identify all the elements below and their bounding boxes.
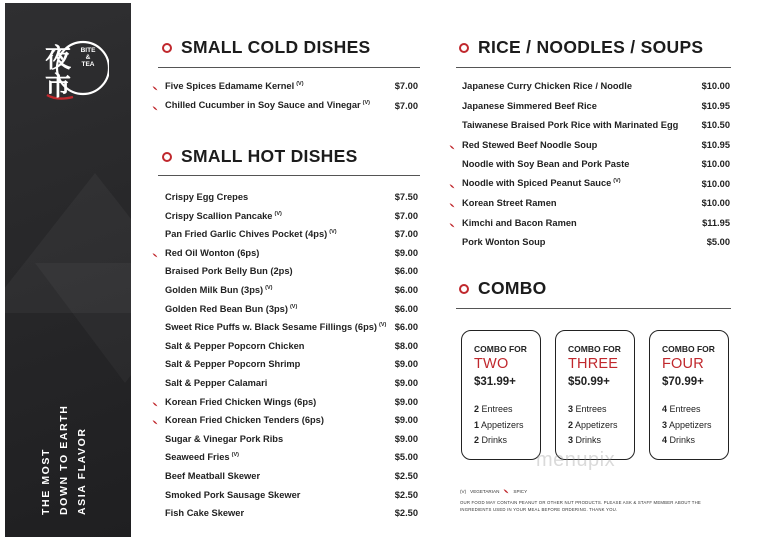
bullet-ring-icon — [459, 284, 469, 294]
section-header-rice-noodles — [459, 37, 703, 58]
menu-item-price: $7.00 — [394, 81, 418, 91]
menu-item-name: Kimchi and Bacon Ramen — [462, 217, 577, 228]
brand-tagline: THE MOST DOWN TO EARTH ASIA FLAVOR — [40, 404, 88, 515]
menu-item-price: $2.50 — [394, 489, 418, 500]
menu-item-price: $9.00 — [394, 247, 418, 258]
menu-item-price: $10.95 — [701, 100, 730, 111]
menu-item-price: $6.00 — [394, 285, 418, 295]
menu-item-price: $9.00 — [394, 378, 418, 388]
menu-item-name: Korean Street Ramen — [462, 198, 557, 208]
menu-item-name: Braised Pork Belly Bun (2ps) — [165, 266, 293, 277]
menu-item — [152, 396, 418, 408]
menu-item — [152, 489, 418, 501]
menu-item-name: Golden Red Bean Bun (3ps) $^{(V)}$ — [165, 303, 298, 314]
vegetarian-tag: (V) — [289, 303, 298, 310]
combo-for-label: COMBO FOR — [474, 344, 527, 354]
section-header-small-cold — [162, 37, 371, 58]
menu-item-price: $2.50 — [394, 471, 418, 481]
menu-item — [152, 80, 418, 92]
combo-price: $31.99+ — [474, 376, 516, 388]
combo-count: TWO — [474, 356, 509, 372]
combo-line: 2 Entrees — [474, 404, 513, 414]
menu-item-price: $10.50 — [701, 120, 730, 130]
watermark: menupix — [536, 449, 616, 471]
divider — [456, 308, 731, 309]
menu-item-price: $6.00 — [394, 266, 418, 277]
menu-item-name: Beef Meatball Skewer — [165, 471, 261, 481]
combo-for-label: COMBO FOR — [662, 344, 715, 354]
vegetarian-tag: (V) — [362, 100, 370, 107]
combo-line: 2 Drinks — [474, 435, 508, 445]
menu-item — [152, 451, 418, 463]
menu-item-name: Pan Fried Garlic Chives Pocket (4ps) $^{(V)}$ — [165, 229, 337, 240]
menu-item-price: $10.00 — [701, 198, 730, 208]
menu-item-price: $10.95 — [701, 139, 730, 150]
chili-icon — [152, 103, 158, 109]
menu-item-name: Korean Fried Chicken Wings (6ps) — [165, 396, 317, 407]
menu-item-price: $6.00 — [394, 303, 418, 314]
menu-item-name: Crispy Egg Crepes — [165, 192, 249, 202]
menu-item-price: $5.00 — [394, 452, 418, 463]
menu-item — [152, 247, 418, 259]
chili-icon — [152, 417, 158, 423]
bullet-ring-icon — [162, 43, 172, 53]
vegetarian-tag: (V) — [329, 229, 337, 236]
brand-logo — [43, 35, 109, 105]
menu-item-name: Smoked Pork Sausage Skewer — [165, 489, 301, 500]
vegetarian-tag: (V) — [379, 322, 387, 329]
combo-box — [555, 330, 635, 460]
menu-item — [152, 358, 418, 370]
combo-count: FOUR — [662, 356, 704, 372]
menu-item-price: $10.00 — [701, 159, 730, 169]
chili-icon — [449, 142, 455, 148]
menu-item-price: $7.00 — [394, 229, 418, 240]
menu-item-price: $9.00 — [394, 433, 418, 444]
section-title: COMBO — [478, 278, 547, 298]
menu-item — [152, 191, 418, 203]
menu-item — [152, 210, 418, 222]
section-header-combo — [459, 278, 547, 299]
legend-spicy-label: SPICY — [513, 488, 528, 494]
menu-item-name: Red Stewed Beef Noodle Soup — [462, 139, 598, 150]
menu-item-price: $7.00 — [394, 210, 418, 221]
menu-item-price: $11.95 — [702, 217, 730, 228]
menu-item-name: Seaweed Fries $^{(V)}$ — [165, 452, 239, 463]
vegetarian-tag: (V) — [296, 80, 304, 87]
menu-item-price: $8.00 — [394, 340, 418, 351]
menu-item-name: Pork Wonton Soup — [462, 237, 546, 247]
menu-item — [449, 197, 730, 209]
menu-item — [152, 303, 418, 315]
menu-item-name: Salt & Pepper Popcorn Chicken — [165, 340, 305, 351]
legend-veg-label: VEGETARIAN — [470, 488, 500, 494]
vegetarian-tag: (V) — [231, 452, 239, 459]
menu-item-name: Taiwanese Braised Pork Rice with Marinated Egg — [462, 120, 679, 130]
chili-icon — [503, 488, 509, 494]
logo-char-2: 市 — [45, 72, 72, 102]
menu-item — [449, 139, 730, 151]
menu-item-name: Crispy Scallion Pancake $^{(V)}$ — [165, 210, 282, 221]
menu-item-name: Salt & Pepper Popcorn Shrimp — [165, 359, 301, 370]
brand-panel — [5, 3, 131, 537]
menu-item — [152, 265, 418, 277]
menu-item-name: Golden Milk Bun (3ps) $^{(V)}$ — [165, 284, 273, 296]
menu-item — [152, 470, 418, 482]
bullet-ring-icon — [162, 152, 172, 162]
menu-item-price: $6.00 — [394, 322, 418, 333]
menu-item-name: Fish Cake Skewer — [165, 508, 245, 519]
menu-item-name: Noodle with Spiced Peanut Sauce $^{(V)}$ — [462, 178, 621, 189]
combo-for-label: COMBO FOR — [568, 344, 621, 354]
combo-price: $70.99+ — [662, 376, 704, 388]
menu-item — [449, 178, 730, 190]
menu-item — [449, 100, 730, 112]
divider — [158, 67, 420, 68]
combo-line: 4 Drinks — [662, 435, 696, 445]
combo-box — [461, 330, 541, 460]
chili-icon — [449, 220, 455, 226]
menu-item-price: $10.00 — [701, 81, 730, 91]
menu-item — [152, 228, 418, 240]
section-header-small-hot — [162, 146, 358, 167]
combo-price: $50.99+ — [568, 376, 610, 388]
combo-line: 1 Appetizers — [474, 419, 524, 430]
chili-icon — [152, 83, 158, 89]
menu-item-name: Korean Fried Chicken Tenders (6ps) — [165, 415, 324, 426]
menu-item-price: $2.50 — [394, 508, 418, 519]
combo-box — [649, 330, 729, 460]
combo-line: 3 Entrees — [568, 404, 607, 414]
menu-item-name: Noodle with Soy Bean and Pork Paste — [462, 159, 630, 169]
combo-line: 3 Appetizers — [662, 419, 712, 430]
menu-item — [152, 377, 418, 389]
menu-item — [449, 236, 730, 248]
legend-veg-tag: (V) — [460, 488, 467, 494]
menu-item — [152, 414, 418, 426]
allergy-disclaimer: OUR FOOD MAY CONTAIN PEANUT OR OTHER NUT PRODUCTS. PLEASE ASK & STAFF MEMBER ABOUT THE INGREDIENTS USED IN YOUR MEAL BEFORE ORDERING. THANK YOU. — [460, 500, 701, 512]
menu-item-name: Japanese Simmered Beef Rice — [462, 100, 597, 111]
section-title: SMALL HOT DISHES — [181, 146, 358, 166]
menu-item — [449, 158, 730, 170]
vegetarian-tag: (V) — [265, 284, 273, 291]
vegetarian-tag: (V) — [613, 178, 621, 185]
divider — [158, 175, 420, 176]
menu-item-price: $9.00 — [394, 415, 418, 426]
logo-char-1: 夜 — [45, 44, 72, 74]
chili-icon — [449, 200, 455, 206]
chili-icon — [152, 399, 158, 405]
menu-item — [449, 217, 730, 229]
menu-item — [152, 321, 418, 333]
menu-item-price: $5.00 — [706, 237, 730, 247]
combo-line: 3 Drinks — [568, 435, 602, 445]
section-title: RICE / NOODLES / SOUPS — [478, 37, 704, 57]
vegetarian-tag: (V) — [274, 210, 282, 217]
menu-item-price: $7.00 — [394, 100, 418, 111]
menu-item-name: Sugar & Vinegar Pork Ribs — [165, 433, 284, 444]
combo-count: THREE — [568, 356, 619, 372]
logo-subtext: BITE & TEA — [80, 47, 96, 68]
menu-item-price: $9.00 — [394, 359, 418, 370]
menu-item — [152, 100, 418, 112]
menu-item-price: $9.00 — [394, 396, 418, 407]
divider — [456, 67, 731, 68]
combo-line: 4 Entrees — [662, 404, 701, 414]
menu-item-name: Five Spices Edamame Kernel $^{(V)}$ — [165, 80, 304, 92]
menu-item — [152, 284, 418, 296]
menu-item — [152, 433, 418, 445]
menu-item — [152, 340, 418, 352]
section-title: SMALL COLD DISHES — [181, 37, 371, 57]
combo-line: 2 Appetizers — [568, 419, 618, 430]
menu-item — [152, 507, 418, 519]
menu-item-name: Salt & Pepper Calamari — [165, 378, 268, 388]
menu-item-price: $10.00 — [701, 178, 730, 189]
chili-icon — [449, 181, 455, 187]
menu-item — [449, 80, 730, 92]
chili-icon — [152, 250, 158, 256]
legend — [460, 488, 527, 494]
menu-item-name: Red Oil Wonton (6ps) — [165, 247, 260, 258]
menu-item-name: Sweet Rice Puffs w. Black Sesame Fillings (6ps) $^{(V)}$ — [165, 322, 387, 333]
menu-item — [449, 119, 730, 131]
bullet-ring-icon — [459, 43, 469, 53]
menu-item-name: Japanese Curry Chicken Rice / Noodle — [462, 81, 632, 91]
menu-item-name: Chilled Cucumber in Soy Sauce and Vinegar $^{(V)}$ — [165, 100, 370, 111]
menu-item-price: $7.50 — [394, 192, 418, 202]
